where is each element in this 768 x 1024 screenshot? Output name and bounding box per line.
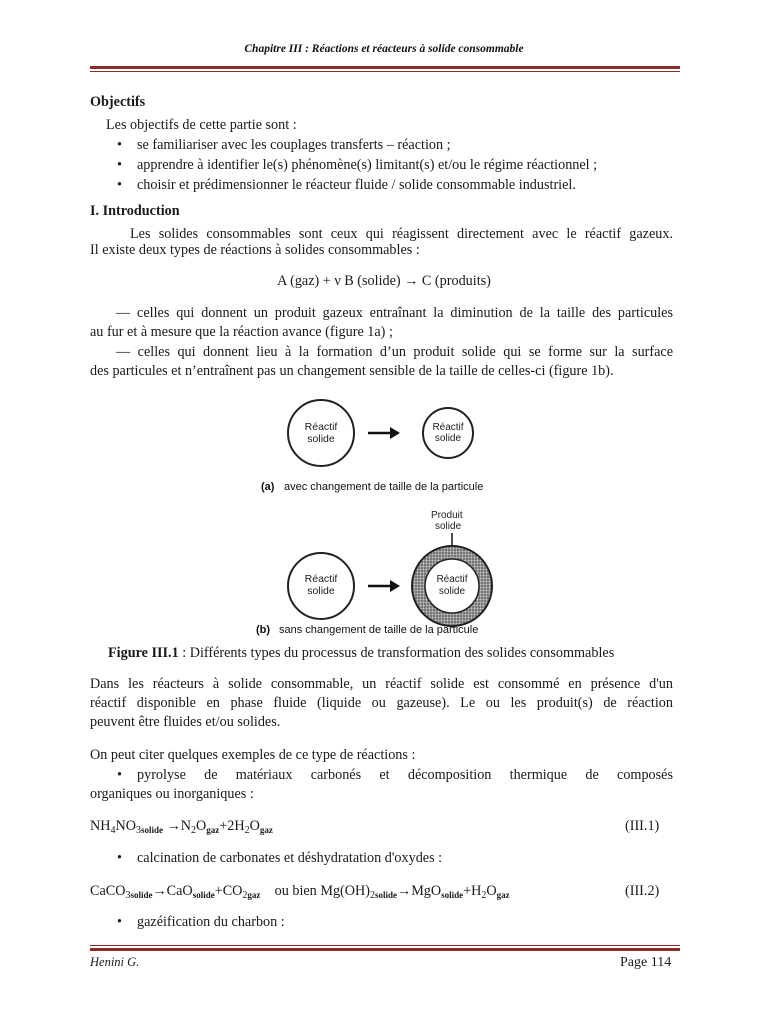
type2-line: des particules et n’entraînent pas un changement sensible de la taille de celles-ci (figure 1b). [90, 363, 614, 379]
bullet-icon: • [117, 850, 122, 866]
caption-b-text: sans changement de taille de la particule [279, 624, 479, 636]
footer-rule-thick [90, 948, 680, 951]
bullet-icon: • [117, 767, 122, 783]
objectifs-heading: Objectifs [90, 94, 146, 110]
product-label-b1: Produit [431, 510, 463, 521]
type1-line: au fur et à mesure que la réaction avance (figure 1a) ; [90, 324, 393, 340]
intro-paragraph-line: Les solides consommables sont ceux qui réagissent directement avec le réactif gazeux. [130, 226, 673, 242]
list-item-text: apprendre à identifier le(s) phénomène(s) limitant(s) et/ou le régime réactionnel ; [137, 157, 598, 173]
list-item-text: pyrolyse de matériaux carbonés et décomposition thermique de composés [137, 767, 673, 783]
caption-a-tag: (a) [261, 481, 275, 493]
figure-diagram [256, 390, 536, 640]
shrunk-label-a2: solide [434, 433, 462, 444]
page-number: Page 114 [620, 955, 672, 970]
equation-iii-2: $CaCO_{3solide}\to CaO_{solide}+CO_{2gaz}$ ou bien $Mg(OH)_{2solide}\to MgO_{solide}+H_2O_{gaz}$ [90, 883, 510, 901]
list-item-continuation: organiques ou inorganiques : [90, 786, 254, 802]
core-label-b2: solide [438, 586, 466, 597]
introduction-heading: I. Introduction [90, 203, 180, 219]
equation-number: (III.2) [625, 883, 660, 899]
list-item-text: se familiariser avec les couplages transferts – réaction ; [137, 137, 451, 153]
bullet-icon: • [117, 914, 122, 930]
header-rule-thick [90, 66, 680, 69]
figure-caption-label: Figure III.1 [108, 645, 179, 661]
general-equation: A (gaz) + ν B (solide) → C (produits) [277, 273, 491, 289]
list-item-text: gazéification du charbon : [137, 914, 285, 930]
equation-iii-1: $NH_4NO_{3solide} \to N_2O_{gaz}+2H_2O_{gaz}$ [90, 818, 273, 836]
bullet-icon: • [117, 137, 122, 153]
caption-b-tag: (b) [256, 624, 271, 636]
type2-line: — celles qui donnent lieu à la formation d’un produit solide qui se forme sur la surface [116, 344, 673, 360]
reactant-label-a2: solide [307, 433, 335, 445]
header-rule-thin [90, 71, 680, 72]
objectifs-intro: Les objectifs de cette partie sont : [106, 117, 297, 133]
figure-iii-1 [256, 390, 536, 640]
type1-line: — celles qui donnent un produit gazeux entraînant la diminution de la taille des particules [116, 305, 673, 321]
caption-a-text: avec changement de taille de la particule [284, 481, 484, 493]
reactant-label-a1: Réactif [304, 421, 338, 433]
footer-rule-thin [90, 945, 680, 946]
figure-caption [108, 645, 614, 662]
paragraph-line: réactif disponible en phase fluide (liquide ou gazeuse). Le ou les produit(s) de réaction [90, 695, 673, 711]
equation-number: (III.1) [625, 818, 660, 834]
reactant-label-b1: Réactif [304, 573, 338, 585]
arrow-a-head [390, 427, 400, 439]
bullet-icon: • [117, 157, 122, 173]
paragraph-line: Dans les réacteurs à solide consommable, un réactif solide est consommé en présence d'un [90, 676, 673, 692]
figure-caption-text: : Différents types du processus de transformation des solides consommables [178, 645, 615, 661]
list-item-text: calcination de carbonates et déshydratation d'oxydes : [137, 850, 443, 866]
core-label-b1: Réactif [436, 574, 468, 585]
list-item [117, 767, 673, 787]
equation-connector: ou bien [274, 883, 317, 899]
list-item-text: choisir et prédimensionner le réacteur fluide / solide consommable industriel. [137, 177, 576, 193]
product-label-b2: solide [435, 521, 462, 532]
paragraph-line: peuvent être fluides et/ou solides. [90, 714, 281, 730]
arrow-b-head [390, 580, 400, 592]
intro-paragraph-line: Il existe deux types de réactions à solides consommables : [90, 242, 420, 258]
running-header: Chapitre III : Réactions et réacteurs à solide consommable [244, 43, 524, 55]
shrunk-label-a1: Réactif [432, 422, 464, 433]
footer-author: Henini G. [90, 955, 140, 969]
bullet-icon: • [117, 177, 122, 193]
examples-intro: On peut citer quelques exemples de ce type de réactions : [90, 747, 416, 763]
reactant-label-b2: solide [307, 585, 335, 597]
